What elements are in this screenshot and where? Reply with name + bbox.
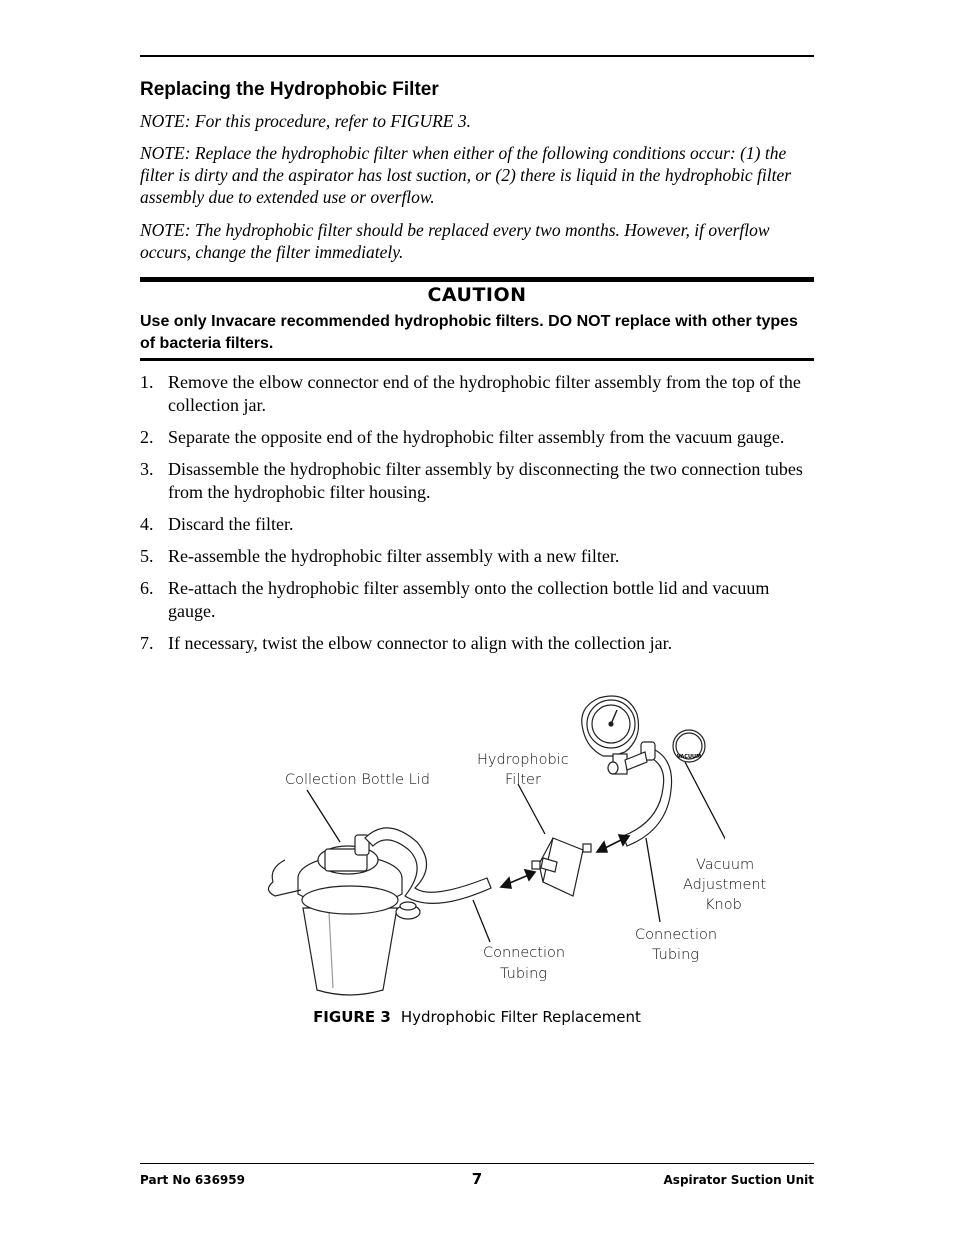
figure-title: Hydrophobic Filter Replacement [400,1008,641,1026]
footer-part-number: Part No 636959 [140,1173,245,1187]
caution-top-rule [140,277,814,282]
vacuum-gauge [582,696,655,774]
footer-rule [140,1163,814,1164]
top-rule [140,55,814,57]
caution-bottom-rule [140,358,814,361]
step-number: 3. [140,459,154,479]
footer-page-number: 7 [471,1170,483,1188]
step-item [140,632,816,655]
label-vacuum-knob-line2: Adjustment [683,877,767,893]
step-number: 1. [140,372,154,392]
collection-jar [268,835,420,995]
footer-product-name: Aspirator Suction Unit [663,1173,814,1187]
step-item [140,577,816,623]
label-connection-tubing-right-line2: Tubing [652,947,699,963]
step-number: 6. [140,578,154,598]
figure-number: FIGURE 3 [313,1008,391,1026]
step-number: 4. [140,514,154,534]
step-text: If necessary, twist the elbow connector to align with the collection jar. [168,633,673,653]
label-vacuum-knob-line1: Vacuum [696,857,755,873]
step-text: Re-attach the hydrophobic filter assembly onto the collection bottle lid and vacuum gauge. [168,578,770,621]
caution-title: CAUTION [427,284,527,306]
step-item [140,371,816,417]
step-text: Remove the elbow connector end of the hydrophobic filter assembly from the top of the collection jar. [168,372,801,415]
section-title: Replacing the Hydrophobic Filter [140,79,439,100]
step-text: Discard the filter. [168,514,294,534]
label-hydrophobic-filter-line1: Hydrophobic [477,752,569,768]
step-number: 7. [140,633,154,653]
label-vacuum-knob-line3: Knob [705,897,742,913]
label-connection-tubing-left-line1: Connection [483,945,566,961]
caution-box [140,277,814,363]
caution-text: Use only Invacare recommended hydrophobic filters. DO NOT replace with other types of bacteria filters. [140,313,798,352]
step-number: 5. [140,546,154,566]
step-item [140,426,816,449]
label-connection-tubing-right-line1: Connection [635,927,718,943]
hydrophobic-filter [532,838,591,896]
procedure-steps [140,371,816,664]
label-hydrophobic-filter-line2: Filter [505,772,541,788]
figure-caption [0,1008,954,1026]
step-item [140,545,816,568]
step-number: 2. [140,427,154,447]
step-text: Separate the opposite end of the hydrophobic filter assembly from the vacuum gauge. [168,427,785,447]
label-collection-bottle-lid: Collection Bottle Lid [285,772,430,788]
step-text: Re-assemble the hydrophobic filter assembly with a new filter. [168,546,620,566]
note-replace-conditions: NOTE: Replace the hydrophobic filter when either of the following conditions occur: (1) the filter is dirty and the aspirator has lost suction, or (2) there is liquid in the hydrophobic filter assembly due to extended use or overflow. [140,143,792,207]
step-item [140,513,816,536]
note-figure-reference: NOTE: For this procedure, refer to FIGURE 3. [140,111,471,131]
label-connection-tubing-left-line2: Tubing [500,966,547,982]
step-text: Disassemble the hydrophobic filter assembly by disconnecting the two connection tubes from the hydrophobic filter housing. [168,459,803,502]
step-item [140,458,816,504]
note-replace-interval: NOTE: The hydrophobic filter should be replaced every two months. However, if overflow occurs, change the filter immediately. [140,220,770,262]
knob-label: VACUUM [676,754,702,760]
figure-3-illustration [255,690,767,1010]
